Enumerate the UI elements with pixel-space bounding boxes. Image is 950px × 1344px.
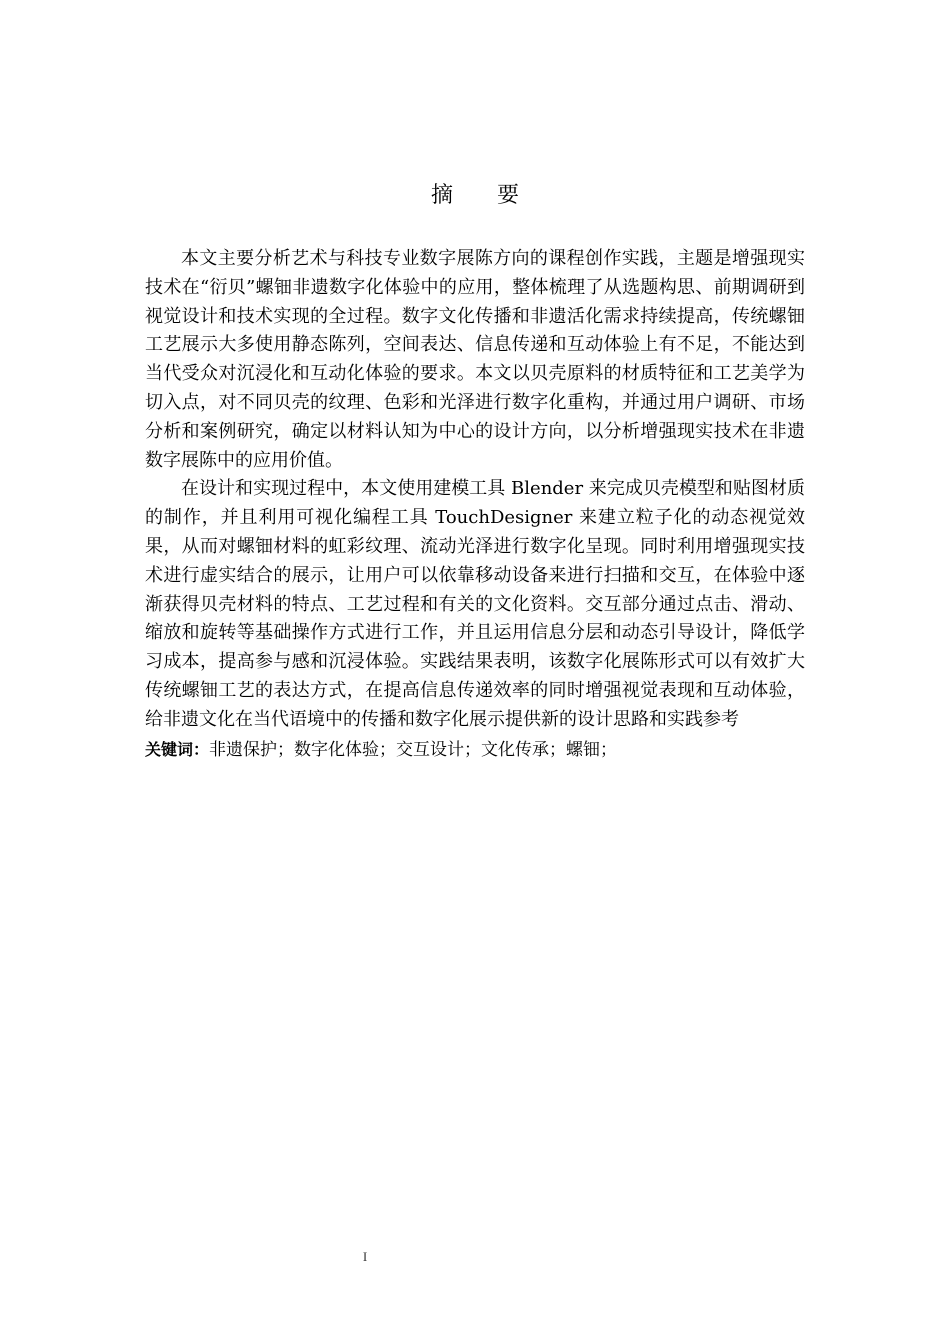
abstract-paragraph-1: 本文主要分析艺术与科技专业数字展陈方向的课程创作实践，主题是增强现实技术在“衍贝”螺钿非遗数字化体验中的应用，整体梳理了从选题构思、前期调研到视觉设计和技术实现的全过程。数字文化传播和非遗活化需求持续提高，传统螺钿工艺展示大多使用静态陈列，空间表达、信息传递和互动体验上有不足，不能达到当代受众对沉浸化和互动化体验的要求。本文以贝壳原料的材质特征和工艺美学为切入点，对不同贝壳的纹理、色彩和光泽进行数字化重构，并通过用户调研、市场分析和案例研究，确定以材料认知为中心的设计方向，以分析增强现实技术在非遗数字展陈中的应用价值。	[145, 248, 805, 471]
keywords-label: 关键词：	[145, 739, 210, 759]
abstract-paragraph-2: 在设计和实现过程中，本文使用建模工具 Blender 来完成贝壳模型和贴图材质的制作，并且利用可视化编程工具 TouchDesigner 来建立粒子化的动态视觉效果，从而对螺钿材料的虹彩纹理、流动光泽进行数字化呈现。同时利用增强现实技术进行虚实结合的展示，让用户可以依靠移动设备来进行扫描和交互，在体验中逐渐获得贝壳材料的特点、工艺过程和有关的文化资料。交互部分通过点击、滑动、缩放和旋转等基础操作方式进行工作，并且运用信息分层和动态引导设计，降低学习成本，提高参与感和沉浸体验。实践结果表明，该数字化展陈形式可以有效扩大传统螺钿工艺的表达方式，在提高信息传递效率的同时增强视觉表现和互动体验，给非遗文化在当代语境中的传播和数字化展示提供新的设计思路和实践参考	[145, 478, 805, 730]
abstract-title: 摘要	[430, 183, 563, 208]
keywords-line	[145, 736, 805, 765]
abstract-body	[145, 245, 805, 764]
keywords-text: 非遗保护；数字化体验；交互设计；文化传承；螺钿；	[209, 739, 618, 760]
page-number: I	[362, 1249, 368, 1264]
